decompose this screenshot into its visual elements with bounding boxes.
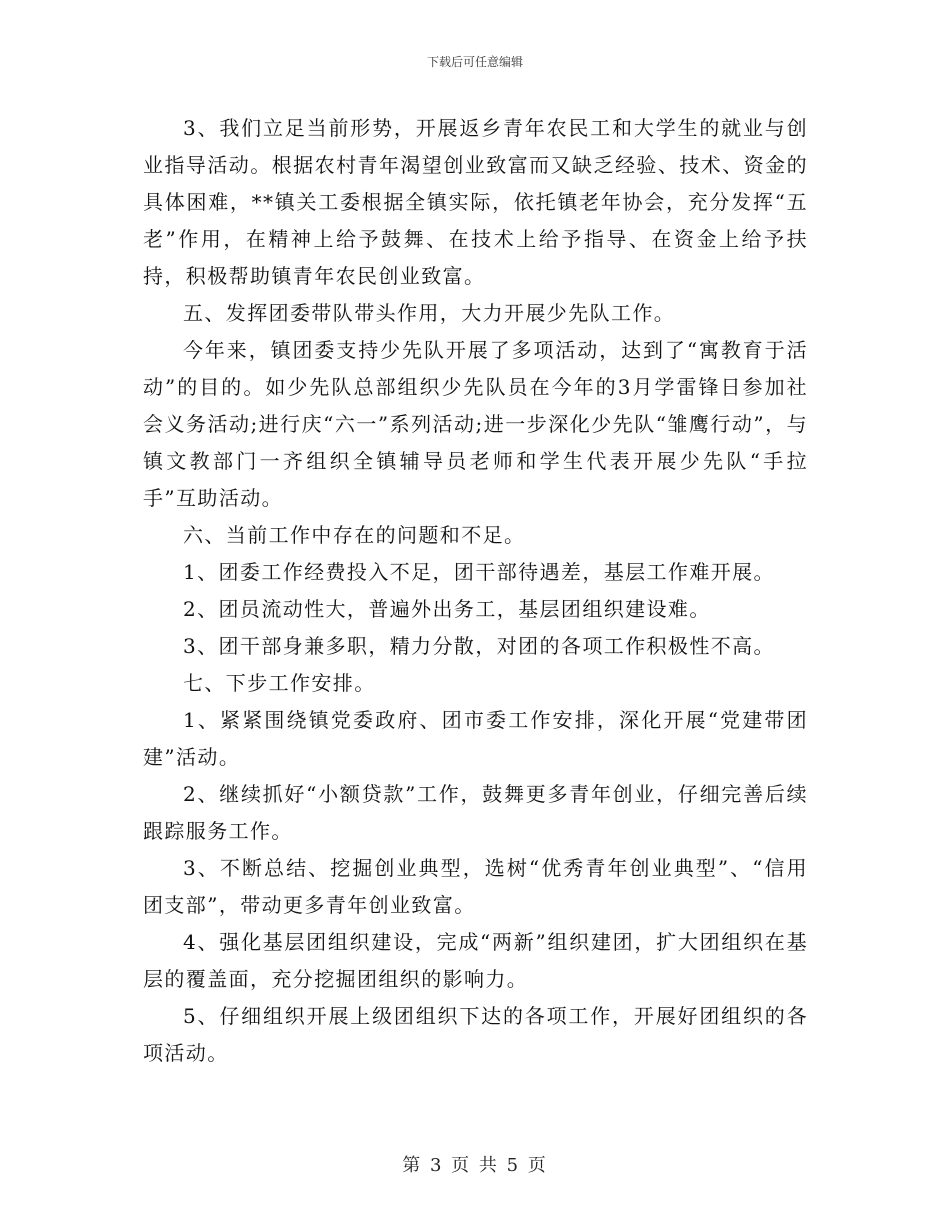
section-heading-5: 五、发挥团委带队带头作用，大力开展少先队工作。: [183, 301, 676, 325]
plan-item-2: 2、继续抓好“小额贷款”工作，鼓舞更多青年创业，仔细完善后续跟踪服务工作。: [143, 782, 808, 843]
section-heading-7: 七、下步工作安排。: [183, 671, 376, 695]
problem-item-3: 3、团干部身兼多职，精力分散，对团的各项工作积极性不高。: [183, 634, 775, 658]
plan-item-4: 4、强化基层团组织建设，完成“两新”组织建团，扩大团组织在基层的覆盖面，充分挖掘团组织的影响力。: [143, 930, 808, 991]
plan-item-1: 1、紧紧围绕镇党委政府、团市委工作安排，深化开展“党建带团建”活动。: [143, 708, 808, 769]
paragraph-young-pioneers-activities: 今年来，镇团委支持少先队开展了多项活动，达到了“寓教育于活动”的目的。如少先队总部组织少先队员在今年的3月学雷锋日参加社会义务活动;进行庆“六一”系列活动;进一步深化少先队“雏鹰行动”，与镇文教部门一齐组织全镇辅导员老师和学生代表开展少先队“手拉手”互助活动。: [143, 338, 808, 510]
plan-item-5: 5、仔细组织开展上级团组织下达的各项工作，开展好团组织的各项活动。: [143, 1004, 808, 1065]
problem-item-1: 1、团委工作经费投入不足，团干部待遇差，基层工作难开展。: [183, 560, 775, 584]
plan-item-3: 3、不断总结、挖掘创业典型，选树“优秀青年创业典型”、“信用团支部”，带动更多青年创业致富。: [143, 856, 808, 917]
document-body: [143, 110, 808, 1072]
paragraph-3-employment-guidance: 3、我们立足当前形势，开展返乡青年农民工和大学生的就业与创业指导活动。根据农村青年渴望创业致富而又缺乏经验、技术、资金的具体困难，**镇关工委根据全镇实际，依托镇老年协会，充分发挥“五老”作用，在精神上给予鼓舞、在技术上给予指导、在资金上给予扶持，积极帮助镇青年农民创业致富。: [143, 116, 808, 288]
section-heading-6: 六、当前工作中存在的问题和不足。: [183, 523, 526, 547]
page-header-note: 下载后可任意编辑: [426, 55, 523, 69]
page-number-footer: 第 3 页 共 5 页: [402, 1155, 548, 1176]
problem-item-2: 2、团员流动性大，普遍外出务工，基层团组织建设难。: [183, 597, 711, 621]
